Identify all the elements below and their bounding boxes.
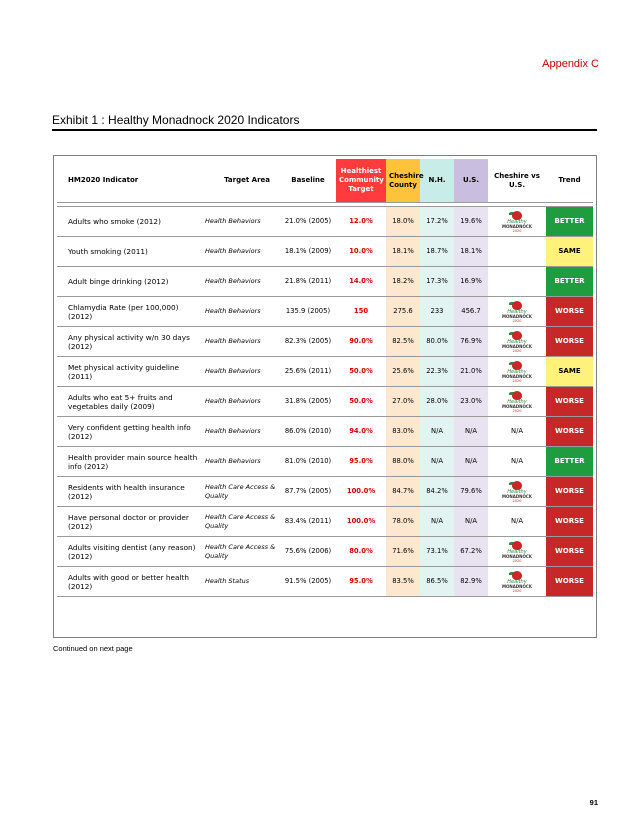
healthiest-target-cell: 50.0% bbox=[336, 387, 386, 417]
logo-line3: 2020 bbox=[512, 318, 522, 323]
logo-line3: 2020 bbox=[512, 498, 522, 503]
healthiest-target-cell: 95.0% bbox=[336, 447, 386, 477]
logo-line1: Healthy bbox=[507, 368, 527, 375]
nh-cell: 73.1% bbox=[420, 537, 454, 567]
us-cell: 79.6% bbox=[454, 477, 488, 507]
cheshire-vs-us-cell bbox=[488, 477, 546, 507]
us-cell: 82.9% bbox=[454, 567, 488, 597]
nh-cell: 233 bbox=[420, 297, 454, 327]
cheshire-vs-us-cell bbox=[488, 537, 546, 567]
cheshire-cell: 83.5% bbox=[386, 567, 420, 597]
indicator-cell: Health provider main source health info (2012) bbox=[57, 447, 202, 477]
healthy-monadnock-logo-icon bbox=[500, 211, 534, 233]
us-cell: 21.0% bbox=[454, 357, 488, 387]
logo-line3: 2020 bbox=[512, 558, 522, 563]
indicators-table-frame bbox=[53, 155, 597, 638]
us-cell: 67.2% bbox=[454, 537, 488, 567]
table-row bbox=[57, 387, 593, 417]
cheshire-vs-us-cell: N/A bbox=[488, 417, 546, 447]
indicator-cell: Youth smoking (2011) bbox=[57, 237, 202, 267]
nh-cell: 86.5% bbox=[420, 567, 454, 597]
cheshire-vs-us-cell bbox=[488, 357, 546, 387]
nh-cell: 17.2% bbox=[420, 207, 454, 237]
logo-line3: 2020 bbox=[512, 408, 522, 413]
indicator-cell: Adults who eat 5+ fruits and vegetables daily (2009) bbox=[57, 387, 202, 417]
table-row bbox=[57, 417, 593, 447]
table-row bbox=[57, 507, 593, 537]
table-row bbox=[57, 447, 593, 477]
table-row bbox=[57, 537, 593, 567]
target-area-cell: Health Behaviors bbox=[202, 207, 280, 237]
header-target-area: Target Area bbox=[202, 159, 280, 203]
table-row bbox=[57, 207, 593, 237]
nh-cell: 28.0% bbox=[420, 387, 454, 417]
appendix-label: Appendix C bbox=[542, 58, 599, 70]
table-row bbox=[57, 267, 593, 297]
cheshire-cell: 71.6% bbox=[386, 537, 420, 567]
cheshire-cell: 18.2% bbox=[386, 267, 420, 297]
logo-line3: 2020 bbox=[512, 228, 522, 233]
target-area-cell: Health Behaviors bbox=[202, 357, 280, 387]
healthiest-target-cell: 10.0% bbox=[336, 237, 386, 267]
nh-cell: N/A bbox=[420, 447, 454, 477]
nh-cell: N/A bbox=[420, 507, 454, 537]
nh-cell: N/A bbox=[420, 417, 454, 447]
logo-line2: MONADNOCK bbox=[502, 313, 532, 319]
indicators-table bbox=[57, 159, 593, 597]
title-rule bbox=[52, 129, 597, 131]
table-row bbox=[57, 567, 593, 597]
cheshire-cell: 18.1% bbox=[386, 237, 420, 267]
indicator-cell: Residents with health insurance (2012) bbox=[57, 477, 202, 507]
header-nh: N.H. bbox=[420, 159, 454, 203]
cheshire-cell: 18.0% bbox=[386, 207, 420, 237]
indicator-cell: Very confident getting health info (2012) bbox=[57, 417, 202, 447]
trend-cell: WORSE bbox=[546, 567, 593, 597]
header-baseline: Baseline bbox=[280, 159, 336, 203]
nh-cell: 84.2% bbox=[420, 477, 454, 507]
baseline-cell: 87.7% (2005) bbox=[280, 477, 336, 507]
logo-line3: 2020 bbox=[512, 348, 522, 353]
exhibit-title: Exhibit 1 : Healthy Monadnock 2020 Indicators bbox=[52, 113, 300, 127]
healthiest-target-cell: 95.0% bbox=[336, 567, 386, 597]
healthiest-target-cell: 100.0% bbox=[336, 507, 386, 537]
indicator-cell: Adults who smoke (2012) bbox=[57, 207, 202, 237]
indicator-cell: Adult binge drinking (2012) bbox=[57, 267, 202, 297]
us-cell: 18.1% bbox=[454, 237, 488, 267]
target-area-cell: Health Care Access & Quality bbox=[202, 537, 280, 567]
logo-line1: Healthy bbox=[507, 398, 527, 405]
baseline-cell: 75.6% (2006) bbox=[280, 537, 336, 567]
baseline-cell: 25.6% (2011) bbox=[280, 357, 336, 387]
cheshire-vs-us-cell bbox=[488, 297, 546, 327]
header-trend: Trend bbox=[546, 159, 593, 203]
healthiest-target-cell: 50.0% bbox=[336, 357, 386, 387]
baseline-cell: 135.9 (2005) bbox=[280, 297, 336, 327]
nh-cell: 17.3% bbox=[420, 267, 454, 297]
us-cell: N/A bbox=[454, 507, 488, 537]
cheshire-vs-us-cell bbox=[488, 387, 546, 417]
header-cheshire-vs-us: Cheshire vs U.S. bbox=[488, 159, 546, 203]
healthiest-target-cell: 80.0% bbox=[336, 537, 386, 567]
target-area-cell: Health Care Access & Quality bbox=[202, 507, 280, 537]
baseline-cell: 21.8% (2011) bbox=[280, 267, 336, 297]
healthy-monadnock-logo-icon bbox=[500, 481, 534, 503]
indicator-cell: Met physical activity guideline (2011) bbox=[57, 357, 202, 387]
baseline-cell: 83.4% (2011) bbox=[280, 507, 336, 537]
table-row bbox=[57, 357, 593, 387]
logo-line2: MONADNOCK bbox=[502, 373, 532, 379]
trend-cell: SAME bbox=[546, 237, 593, 267]
cheshire-cell: 25.6% bbox=[386, 357, 420, 387]
table-body bbox=[57, 207, 593, 597]
target-area-cell: Health Behaviors bbox=[202, 447, 280, 477]
trend-cell: SAME bbox=[546, 357, 593, 387]
table-row bbox=[57, 237, 593, 267]
us-cell: N/A bbox=[454, 447, 488, 477]
logo-line2: MONADNOCK bbox=[502, 493, 532, 499]
healthiest-target-cell: 94.0% bbox=[336, 417, 386, 447]
cheshire-cell: 82.5% bbox=[386, 327, 420, 357]
table-row bbox=[57, 477, 593, 507]
logo-line1: Healthy bbox=[507, 338, 527, 345]
logo-line2: MONADNOCK bbox=[502, 553, 532, 559]
indicator-cell: Chlamydia Rate (per 100,000) (2012) bbox=[57, 297, 202, 327]
trend-cell: WORSE bbox=[546, 507, 593, 537]
logo-line3: 2020 bbox=[512, 588, 522, 593]
table-row bbox=[57, 327, 593, 357]
header-indicator: HM2020 Indicator bbox=[57, 159, 202, 203]
continued-note: Continued on next page bbox=[53, 644, 133, 653]
cheshire-cell: 84.7% bbox=[386, 477, 420, 507]
target-area-cell: Health Behaviors bbox=[202, 417, 280, 447]
logo-line2: MONADNOCK bbox=[502, 583, 532, 589]
cheshire-cell: 275.6 bbox=[386, 297, 420, 327]
logo-line2: MONADNOCK bbox=[502, 343, 532, 349]
healthy-monadnock-logo-icon bbox=[500, 331, 534, 353]
header-healthiest-target: Healthiest Community Target bbox=[336, 159, 386, 203]
cheshire-cell: 83.0% bbox=[386, 417, 420, 447]
baseline-cell: 82.3% (2005) bbox=[280, 327, 336, 357]
target-area-cell: Health Behaviors bbox=[202, 267, 280, 297]
logo-line2: MONADNOCK bbox=[502, 403, 532, 409]
target-area-cell: Health Status bbox=[202, 567, 280, 597]
trend-cell: BETTER bbox=[546, 447, 593, 477]
nh-cell: 18.7% bbox=[420, 237, 454, 267]
trend-cell: BETTER bbox=[546, 267, 593, 297]
target-area-cell: Health Care Access & Quality bbox=[202, 477, 280, 507]
us-cell: N/A bbox=[454, 417, 488, 447]
trend-cell: WORSE bbox=[546, 387, 593, 417]
healthy-monadnock-logo-icon bbox=[500, 391, 534, 413]
logo-line1: Healthy bbox=[507, 218, 527, 225]
target-area-cell: Health Behaviors bbox=[202, 327, 280, 357]
trend-cell: BETTER bbox=[546, 207, 593, 237]
healthy-monadnock-logo-icon bbox=[500, 541, 534, 563]
trend-cell: WORSE bbox=[546, 537, 593, 567]
cheshire-vs-us-cell bbox=[488, 207, 546, 237]
healthy-monadnock-logo-icon bbox=[500, 361, 534, 383]
logo-line3: 2020 bbox=[512, 378, 522, 383]
indicator-cell: Adults visiting dentist (any reason) (2012) bbox=[57, 537, 202, 567]
target-area-cell: Health Behaviors bbox=[202, 387, 280, 417]
cheshire-cell: 78.0% bbox=[386, 507, 420, 537]
baseline-cell: 31.8% (2005) bbox=[280, 387, 336, 417]
target-area-cell: Health Behaviors bbox=[202, 237, 280, 267]
healthiest-target-cell: 14.0% bbox=[336, 267, 386, 297]
healthiest-target-cell: 12.0% bbox=[336, 207, 386, 237]
nh-cell: 80.0% bbox=[420, 327, 454, 357]
nh-cell: 22.3% bbox=[420, 357, 454, 387]
logo-line1: Healthy bbox=[507, 578, 527, 585]
baseline-cell: 91.5% (2005) bbox=[280, 567, 336, 597]
trend-cell: WORSE bbox=[546, 417, 593, 447]
us-cell: 456.7 bbox=[454, 297, 488, 327]
healthy-monadnock-logo-icon bbox=[500, 301, 534, 323]
baseline-cell: 86.0% (2010) bbox=[280, 417, 336, 447]
indicator-cell: Have personal doctor or provider (2012) bbox=[57, 507, 202, 537]
cheshire-vs-us-cell: N/A bbox=[488, 447, 546, 477]
header-cheshire: Cheshire County bbox=[386, 159, 420, 203]
trend-cell: WORSE bbox=[546, 327, 593, 357]
healthiest-target-cell: 150 bbox=[336, 297, 386, 327]
cheshire-cell: 88.0% bbox=[386, 447, 420, 477]
target-area-cell: Health Behaviors bbox=[202, 297, 280, 327]
cheshire-vs-us-cell bbox=[488, 267, 546, 297]
table-row bbox=[57, 297, 593, 327]
header-us: U.S. bbox=[454, 159, 488, 203]
logo-line1: Healthy bbox=[507, 308, 527, 315]
us-cell: 76.9% bbox=[454, 327, 488, 357]
table-header-row bbox=[57, 159, 593, 203]
cheshire-vs-us-cell bbox=[488, 567, 546, 597]
indicator-cell: Any physical activity w/n 30 days (2012) bbox=[57, 327, 202, 357]
healthiest-target-cell: 90.0% bbox=[336, 327, 386, 357]
healthiest-target-cell: 100.0% bbox=[336, 477, 386, 507]
us-cell: 19.6% bbox=[454, 207, 488, 237]
logo-line1: Healthy bbox=[507, 488, 527, 495]
trend-cell: WORSE bbox=[546, 477, 593, 507]
baseline-cell: 81.0% (2010) bbox=[280, 447, 336, 477]
logo-line1: Healthy bbox=[507, 548, 527, 555]
logo-line2: MONADNOCK bbox=[502, 223, 532, 229]
cheshire-vs-us-cell: N/A bbox=[488, 507, 546, 537]
cheshire-vs-us-cell bbox=[488, 237, 546, 267]
us-cell: 23.0% bbox=[454, 387, 488, 417]
page-number: 91 bbox=[589, 798, 598, 807]
healthy-monadnock-logo-icon bbox=[500, 571, 534, 593]
us-cell: 16.9% bbox=[454, 267, 488, 297]
trend-cell: WORSE bbox=[546, 297, 593, 327]
indicator-cell: Adults with good or better health (2012) bbox=[57, 567, 202, 597]
baseline-cell: 21.0% (2005) bbox=[280, 207, 336, 237]
cheshire-cell: 27.0% bbox=[386, 387, 420, 417]
cheshire-vs-us-cell bbox=[488, 327, 546, 357]
baseline-cell: 18.1% (2009) bbox=[280, 237, 336, 267]
